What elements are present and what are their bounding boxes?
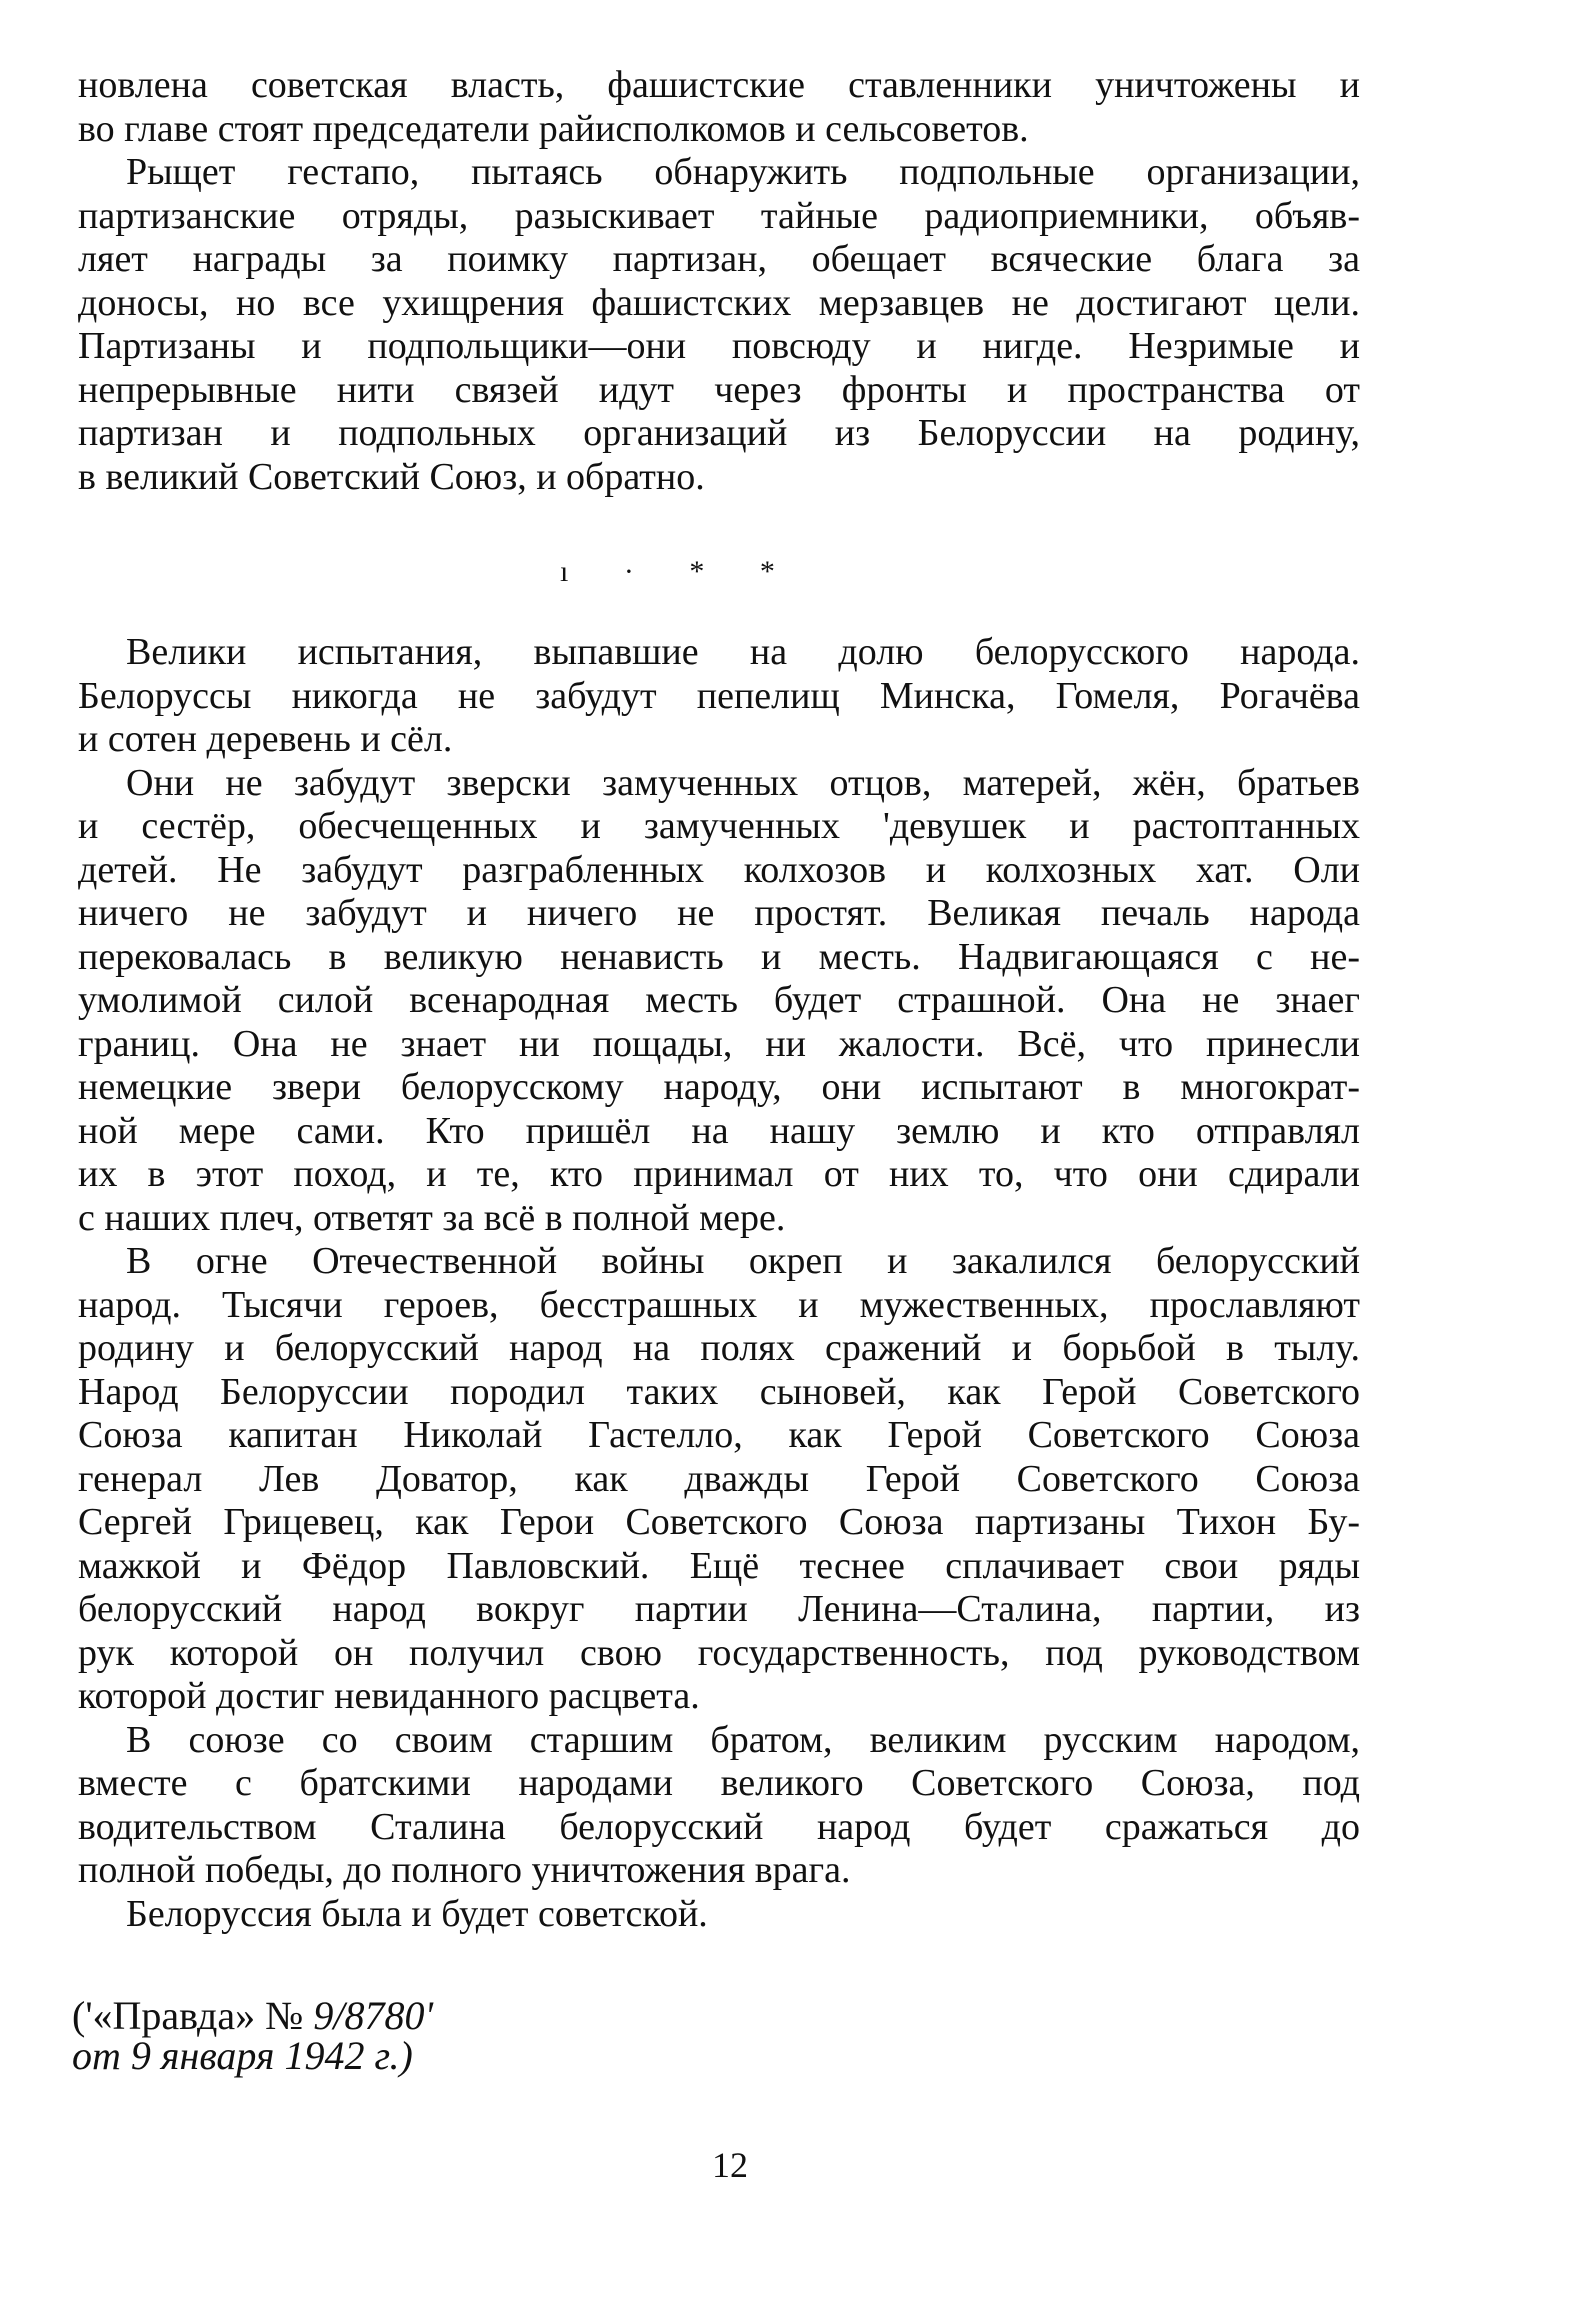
- text-line: Союза капитан Николай Гастелло, как Герой Советского Союза: [78, 1414, 1360, 1456]
- text-line: доносы, но все ухищрения фашистских мерзавцев не достигают цели.: [78, 281, 1360, 324]
- text-line: родину и белорусский народ на полях сражений и борьбой в тылу.: [78, 1327, 1360, 1369]
- source-line-1: [72, 1993, 433, 2038]
- text-line: умолимой силой всенародная месть будет страшной. Она не знаег: [78, 979, 1360, 1021]
- text-line: Белоруссы никогда не забудут пепелищ Минска, Гомеля, Рогачёва: [78, 674, 1360, 717]
- text-line: партизанские отряды, разыскивает тайные радиоприемники, объяв-: [78, 194, 1360, 237]
- text-line: мажкой и Фёдор Павловский. Ещё теснее сплачивает свои ряды: [78, 1544, 1360, 1587]
- page-number: 12: [712, 2145, 748, 2185]
- text-line: партизан и подпольных организаций из Белоруссии на родину,: [78, 412, 1360, 454]
- source-newspaper: ('«Правда» №: [72, 1993, 304, 2038]
- text-line: полной победы, до полного уничтожения врага.: [78, 1849, 851, 1891]
- text-line: водительством Сталина белорусский народ будет сражаться до: [78, 1805, 1360, 1848]
- text-line: Народ Белоруссии породил таких сыновей, как Герой Советского: [78, 1370, 1360, 1413]
- text-line: во главе стоят председатели райисполкомов и сельсоветов.: [78, 107, 1029, 150]
- text-line: их в этот поход, и те, кто принимал от них то, что они сдирали: [78, 1153, 1360, 1195]
- text-line: перековалась в великую ненависть и месть. Надвигающаяся с не-: [78, 935, 1360, 978]
- text-line: границ. Она не знает ни пощады, ни жалости. Всё, что принесли: [78, 1022, 1360, 1065]
- text-line: Белоруссия была и будет советской.: [126, 1892, 708, 1935]
- section-separator: ı · * *: [560, 555, 799, 588]
- paragraph: [78, 1240, 1360, 1719]
- text-line: и сотен деревень и сёл.: [78, 718, 453, 760]
- text-line: Партизаны и подпольщики—они повсюду и нигде. Незримые и: [78, 325, 1360, 367]
- text-line: белорусский народ вокруг партии Ленина—Сталина, партии, из: [78, 1588, 1360, 1630]
- text-line: ной мере сами. Кто пришёл на нашу землю и кто отправлял: [78, 1109, 1360, 1152]
- text-line: новлена советская власть, фашистские ставленники уничтожены и: [78, 64, 1360, 106]
- text-line: В союзе со своим старшим братом, великим русским народом,: [126, 1718, 1360, 1761]
- text-line: немецкие звери белорусскому народу, они испытают в многократ-: [78, 1066, 1360, 1108]
- paragraph: [78, 631, 1360, 762]
- text-line: и сестёр, обесчещенных и замученных 'девушек и растоптанных: [78, 805, 1360, 847]
- text-line: в великий Советский Союз, и обратно.: [78, 455, 705, 498]
- paragraph: [78, 1893, 1360, 1937]
- text-line: В огне Отечественной войны окреп и закалился белорусский: [126, 1240, 1360, 1282]
- text-line: с наших плеч, ответят за всё в полной мере.: [78, 1196, 786, 1239]
- article-text-top: [78, 64, 1360, 499]
- text-line: детей. Не забудут разграбленных колхозов и колхозных хат. Оли: [78, 848, 1360, 891]
- text-line: рук которой он получил свою государственность, под руководством: [78, 1631, 1360, 1674]
- text-line: Сергей Грицевец, как Герои Советского Союза партизаны Тихон Бу-: [78, 1501, 1360, 1543]
- paragraph: [78, 762, 1360, 1241]
- text-line: ничего не забудут и ничего не простят. Великая печаль народа: [78, 892, 1360, 934]
- paragraph: [78, 151, 1360, 499]
- paragraph: [78, 1719, 1360, 1893]
- article-text-bottom: [78, 631, 1360, 1936]
- text-line: Велики испытания, выпавшие на долю белорусского народа.: [126, 631, 1360, 673]
- source-citation: [72, 1993, 433, 2078]
- text-line: ляет награды за поимку партизан, обещает всяческие блага за: [78, 238, 1360, 280]
- source-issue-number: 9/8780': [303, 1993, 433, 2038]
- paragraph: [78, 64, 1360, 151]
- text-line: Они не забудут зверски замученных отцов, матерей, жён, братьев: [126, 761, 1360, 804]
- text-line: которой достиг невиданного расцвета.: [78, 1675, 700, 1717]
- source-date: от 9 января 1942 г.): [72, 2033, 413, 2078]
- text-line: генерал Лев Доватор, как дважды Герой Советского Союза: [78, 1457, 1360, 1500]
- text-line: вместе с братскими народами великого Советского Союза, под: [78, 1762, 1360, 1804]
- text-line: Рыщет гестапо, пытаясь обнаружить подпольные организации,: [126, 151, 1360, 193]
- text-line: народ. Тысячи героев, бесстрашных и мужественных, прославляют: [78, 1283, 1360, 1326]
- text-line: непрерывные нити связей идут через фронты и пространства от: [78, 368, 1360, 411]
